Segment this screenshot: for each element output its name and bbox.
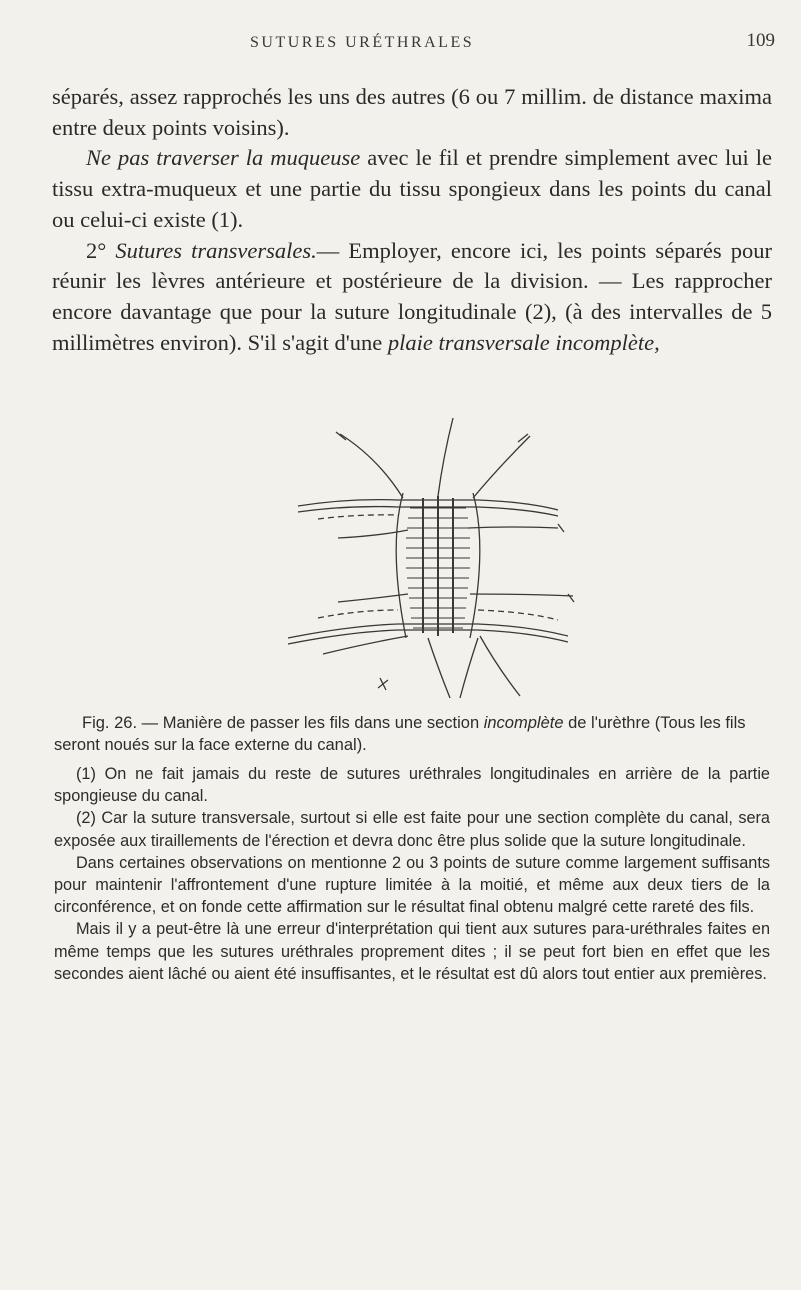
paragraph-2-emphasis: Ne pas traverser la muqueuse: [86, 145, 361, 171]
urethra-tube-illustration: [288, 418, 574, 698]
footnote-2-continued: Dans certaines observations on mentionne 2 ou 3 points de suture comme largement suffisants pour maintenir l'affrontement d'une rupture limitée à la moitié, et même aux deux tiers de la circonférence, et on fonde cette affirmation sur le résultat final obtenu malgré cette rareté des fils.: [54, 853, 770, 917]
paragraph-3-heading: Sutures transversales.: [115, 237, 317, 263]
body-text: [52, 82, 772, 358]
paragraph-3: [52, 236, 772, 359]
running-title: SUTURES URÉTHRALES: [250, 34, 475, 51]
paragraph-3-emphasis: plaie transversale incomplète,: [387, 329, 660, 355]
footnote-2-conclusion: Mais il y a peut-être là une erreur d'interprétation qui tient aux sutures para-uréthrales faites en même temps que les sutures uréthrales proprement dites ; il se peut fort bien en effet que les secondes aient lâché ou aient été insuffisantes, et le résultat est dû alors tout entier aux premières.: [54, 920, 770, 983]
caption-emphasis: incomplète: [483, 714, 564, 732]
figure-caption: [54, 712, 770, 756]
paragraph-3-text: — Employer, encore ici, les points séparés pour réunir les lèvres antérieure et postérieure de la division. — Les rapprocher encore davantage que pour la suture longitudinale (2), (à des intervalles de 5 millimètres environ). S'il s'agit d'une: [52, 237, 772, 355]
footnotes: [54, 763, 770, 985]
paragraph-2-text: avec le fil et prendre simplement avec lui le tissu extra-muqueux et une partie du tissu spongieux dans les points du canal ou celui-ci existe (1).: [52, 145, 772, 232]
footnote-1: (1) On ne fait jamais du reste de sutures uréthrales longitudinales en arrière de la partie spongieuse du canal.: [54, 765, 770, 806]
caption-suffix: de l'urèthre (Tous les fils seront noués sur la face externe du canal).: [54, 714, 746, 754]
page-number: 109: [746, 30, 775, 51]
footnote-2: (2) Car la suture transversale, surtout si elle est faite pour une section complète du canal, sera exposée aux tiraillements de l'érection et devra donc être plus solide que la suture longitudinale.: [54, 809, 770, 850]
caption-text: [54, 712, 770, 756]
suture-figure: [228, 398, 608, 708]
paragraph-3-number: 2°: [86, 237, 116, 263]
caption-prefix: Fig. 26. — Manière de passer les fils dans une section: [82, 714, 484, 732]
paragraph-1: séparés, assez rapprochés les uns des autres (6 ou 7 millim. de distance maxima entre deux points voisins).: [52, 84, 772, 140]
page-header: [0, 30, 801, 64]
paragraph-2: [52, 143, 772, 235]
